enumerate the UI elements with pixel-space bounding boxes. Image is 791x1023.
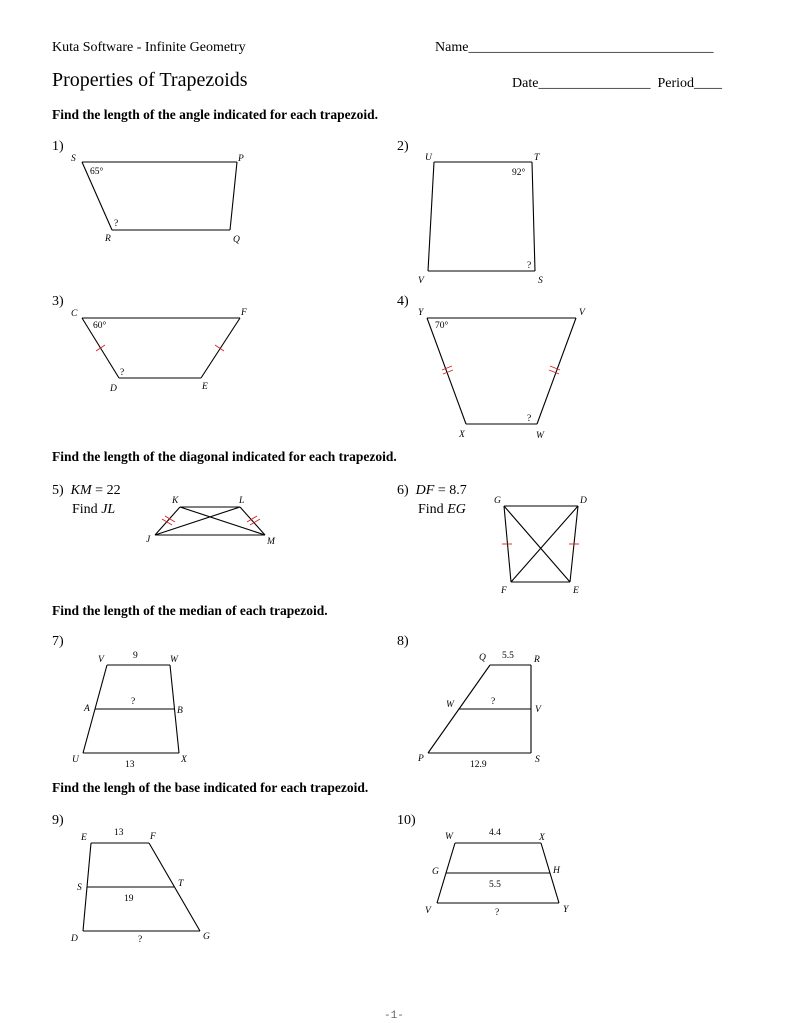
- problem-number: 8): [397, 634, 409, 649]
- find-label: Find: [72, 502, 102, 517]
- unknown-label: ?: [527, 414, 532, 424]
- problem-number: 9): [52, 813, 64, 828]
- given-variable: KM: [70, 483, 92, 498]
- angle-label: 70°: [435, 321, 449, 331]
- period-label: Period: [657, 76, 694, 91]
- vertex-label: E: [573, 586, 579, 596]
- vertex-label: C: [71, 309, 78, 319]
- find-variable: JL: [101, 502, 116, 517]
- vertex-label: X: [459, 430, 465, 440]
- vertex-label: V: [98, 655, 104, 665]
- base-length-label: 13: [114, 828, 124, 838]
- vertex-label: S: [535, 755, 540, 765]
- angle-label: 92°: [512, 168, 526, 178]
- vertex-label: W: [446, 700, 454, 710]
- vertex-label: G: [203, 932, 210, 942]
- vertex-label: D: [110, 384, 117, 394]
- problem-number: 3): [52, 294, 64, 309]
- given-variable: DF: [415, 483, 435, 498]
- vertex-label: E: [81, 833, 87, 843]
- date-line: ________________: [538, 76, 651, 91]
- trapezoid-figure-9: [70, 828, 210, 945]
- vertex-label: S: [71, 154, 76, 164]
- median-length-label: 5.5: [489, 880, 501, 890]
- problem-number: 4): [397, 294, 409, 309]
- vertex-label: V: [579, 308, 585, 318]
- trapezoid-figure-4: [418, 308, 586, 441]
- problem-number: 6): [397, 483, 409, 498]
- problem-number: 10): [397, 813, 416, 828]
- unknown-label: ?: [527, 261, 532, 271]
- section-instruction: Find the length of the median of each trapezoid.: [52, 603, 328, 618]
- unknown-base-label: ?: [495, 908, 500, 918]
- vertex-label: P: [238, 154, 244, 164]
- section-instruction: Find the lengh of the base indicated for each trapezoid.: [52, 780, 369, 795]
- find-variable: EG: [447, 502, 466, 517]
- section-instruction: Find the length of the diagonal indicated for each trapezoid.: [52, 449, 397, 464]
- trapezoid-figure-7: [72, 651, 188, 770]
- vertex-label: U: [72, 755, 79, 765]
- vertex-label: Q: [479, 653, 486, 663]
- vertex-label: R: [105, 234, 111, 244]
- vertex-label: B: [177, 706, 183, 716]
- vertex-label: D: [580, 496, 587, 506]
- median-length-label: 19: [124, 894, 134, 904]
- trapezoid-figure-2: [418, 153, 543, 286]
- find-label: Find: [418, 502, 448, 517]
- worksheet-title: Properties of Trapezoids: [52, 69, 248, 91]
- vertex-label: L: [239, 496, 245, 506]
- vertex-label: R: [534, 655, 540, 665]
- base-length-label: 13: [125, 760, 135, 770]
- problem-number: 7): [52, 634, 64, 649]
- base-length-label: 4.4: [489, 828, 501, 838]
- vertex-label: J: [146, 535, 151, 545]
- vertex-label: T: [534, 153, 540, 163]
- angle-label: 65°: [90, 167, 104, 177]
- vertex-label: K: [172, 496, 179, 506]
- vertex-label: U: [425, 153, 432, 163]
- vertex-label: W: [170, 655, 178, 665]
- vertex-label: S: [77, 883, 82, 893]
- vertex-label: Y: [563, 905, 569, 915]
- problem-number: 2): [397, 139, 409, 154]
- name-label: Name: [435, 40, 469, 55]
- vertex-label: P: [418, 754, 424, 764]
- vertex-label: E: [202, 382, 208, 392]
- date-label: Date: [512, 76, 539, 91]
- vertex-label: V: [535, 705, 541, 715]
- page-number: -1-: [384, 1010, 404, 1022]
- trapezoid-figure-6: [494, 496, 587, 596]
- trapezoid-figure-10: [425, 828, 570, 918]
- publisher-label: Kuta Software - Infinite Geometry: [52, 40, 246, 55]
- vertex-label: H: [553, 866, 560, 876]
- median-length-label: ?: [131, 697, 136, 707]
- unknown-base-label: ?: [138, 935, 143, 945]
- given-value: = 8.7: [434, 483, 467, 498]
- vertex-label: F: [501, 586, 507, 596]
- base-length-label: 12.9: [470, 760, 487, 770]
- vertex-label: V: [425, 906, 431, 916]
- vertex-label: G: [432, 867, 439, 877]
- vertex-label: Y: [418, 308, 424, 318]
- unknown-label: ?: [114, 219, 119, 229]
- trapezoid-figure-8: [417, 651, 542, 770]
- median-length-label: ?: [491, 697, 496, 707]
- vertex-label: M: [267, 537, 275, 547]
- problem-number: 5): [52, 483, 64, 498]
- trapezoid-figure-3: [71, 308, 247, 394]
- vertex-label: X: [181, 755, 187, 765]
- vertex-label: V: [418, 276, 424, 286]
- vertex-label: A: [84, 704, 90, 714]
- vertex-label: T: [178, 879, 184, 889]
- vertex-label: F: [150, 832, 156, 842]
- vertex-label: W: [445, 832, 453, 842]
- base-length-label: 9: [133, 651, 138, 661]
- vertex-label: W: [536, 431, 544, 441]
- vertex-label: G: [494, 496, 501, 506]
- vertex-label: D: [71, 934, 78, 944]
- vertex-label: S: [538, 276, 543, 286]
- vertex-label: F: [241, 308, 247, 318]
- vertex-label: X: [539, 833, 545, 843]
- angle-label: 60°: [93, 321, 107, 331]
- vertex-label: Q: [233, 235, 240, 245]
- trapezoid-figure-1: [71, 154, 244, 245]
- unknown-label: ?: [120, 368, 125, 378]
- trapezoid-figure-5: [146, 496, 276, 547]
- period-line: ____: [694, 76, 722, 91]
- given-value: = 22: [91, 483, 121, 498]
- problem-number: 1): [52, 139, 64, 154]
- name-line: ___________________________________: [468, 40, 714, 55]
- section-instruction: Find the length of the angle indicated for each trapezoid.: [52, 107, 378, 122]
- base-length-label: 5.5: [502, 651, 514, 661]
